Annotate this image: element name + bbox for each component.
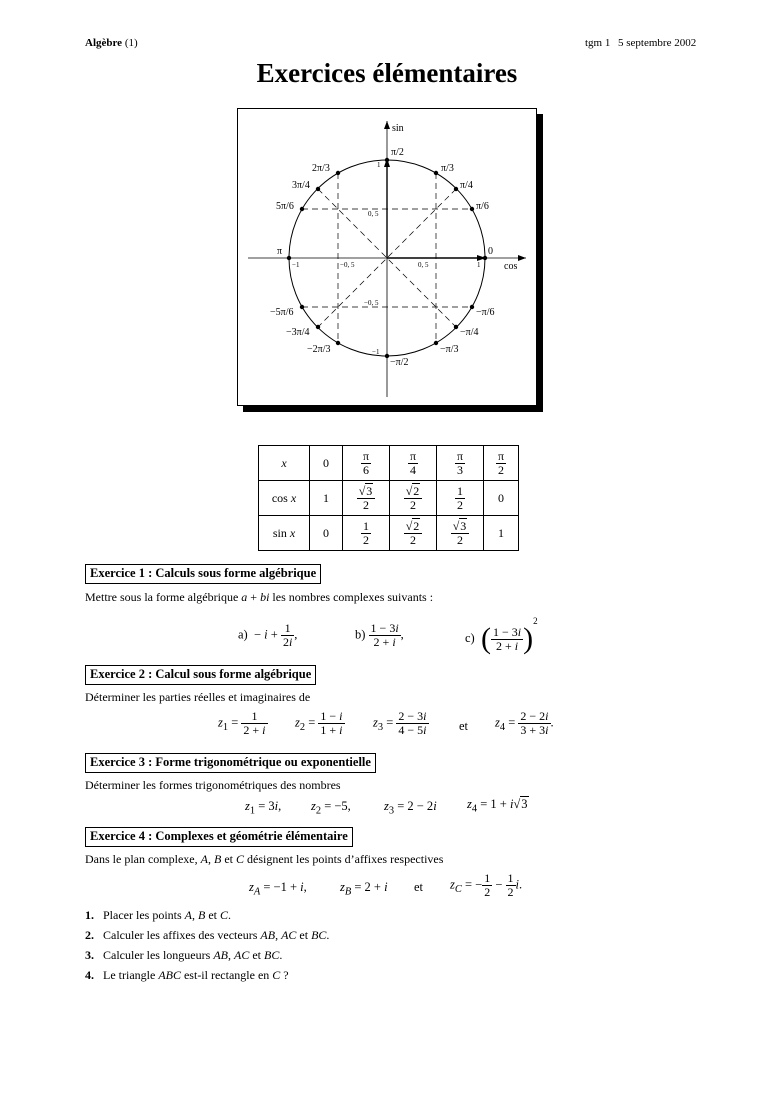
point-pi-3: [434, 171, 438, 175]
exercise-4-zb: $z_B = 2 + i$: [340, 880, 388, 898]
tick-y-minus-1: −1: [372, 348, 380, 356]
exercise-2-and: et: [459, 719, 469, 733]
table-cell: 0: [310, 516, 343, 551]
angle-label-m5pi-6: −5π/6: [270, 307, 294, 318]
tick-y-half: 0, 5: [368, 210, 379, 218]
axis-y-label: sin: [392, 123, 404, 134]
exercise-4-heading: Exercice 4 : Complexes et géométrie élémentaire: [85, 827, 353, 847]
tick-x-1: 1: [477, 261, 481, 269]
exercise-4-za: $z_A = -1 + i$,: [249, 880, 307, 898]
angle-label-2pi-3: 2π/3: [312, 163, 330, 174]
table-cell: $\frac{\pi}{3}$: [437, 446, 484, 481]
point-mpi-6: [470, 305, 474, 309]
point-m2pi-3: [336, 341, 340, 345]
angle-label-mpi-2: −π/2: [390, 357, 409, 368]
header-subject: Algèbre: [85, 37, 123, 49]
tick-x-minus-half: −0, 5: [340, 261, 355, 269]
page-title: Exercices élémentaires: [256, 58, 518, 88]
question-1: 1. Placer les points A, B et C.: [85, 908, 232, 922]
question-2: 2. Calculer les affixes des vecteurs AB, AC et BC.: [85, 928, 330, 942]
point-mpi-3: [434, 341, 438, 345]
table-cell: $\frac{1}{2}$: [343, 516, 390, 551]
point-0: [483, 256, 487, 260]
exercise-4-text: Dans le plan complexe, A, B et C désignent les points d’affixes respectives: [85, 852, 444, 866]
table-cell: $\frac{\pi}{6}$: [343, 446, 390, 481]
point-m5pi-6: [300, 305, 304, 309]
question-4: 4. Le triangle ABC est-il rectangle en C ?: [85, 968, 289, 982]
exercise-3-z1: $z_1 = 3i$,: [245, 799, 282, 817]
exercise-3-z2: $z_2 = -5$,: [311, 799, 351, 817]
header-subject-note: (1): [124, 37, 138, 49]
angle-label-pi-4: π/4: [460, 180, 473, 191]
exercise-1-item-a: a) − i + $\frac{1}{2i}$ ,: [238, 621, 298, 649]
exercise-3-z4: $z_4 = 1 + i√3$: [467, 797, 528, 815]
table-cell: $\frac{√2}{2}$: [390, 516, 437, 551]
header-date: 5 septembre 2002: [618, 37, 697, 49]
header-left: [85, 37, 138, 49]
exercise-2-z3: $z_3$ = $\frac{2 - 3i}{4 - 5i}$: [373, 709, 427, 737]
trig-values-table: [258, 445, 519, 551]
axis-x-label: cos: [504, 261, 518, 272]
header-class: tgm 1: [585, 37, 611, 49]
table-cell: $\frac{\pi}{2}$: [484, 446, 519, 481]
table-cell: sin x: [259, 516, 310, 551]
table-cell: $\frac{√2}{2}$: [390, 481, 437, 516]
angle-label-pi-3: π/3: [441, 163, 454, 174]
angle-label-0: 0: [488, 246, 493, 257]
point-pi-6: [470, 207, 474, 211]
table-cell: 0: [484, 481, 519, 516]
tick-y-minus-half: −0, 5: [364, 299, 379, 307]
table-row-sin: [259, 516, 519, 551]
exercise-2-z1: $z_1$ = $\frac{1}{2 + i}$: [218, 709, 266, 737]
table-cell: cos x: [259, 481, 310, 516]
exercise-4-and: et: [414, 880, 424, 894]
angle-label-pi-6: π/6: [476, 201, 489, 212]
table-row-x: [259, 446, 519, 481]
point-pi-2: [385, 158, 389, 162]
angle-label-3pi-4: 3π/4: [292, 180, 310, 191]
x-axis-arrow: [518, 255, 526, 261]
exercise-1-text: Mettre sous la forme algébrique a + bi les nombres complexes suivants :: [85, 590, 434, 604]
angle-label-pi-2: π/2: [391, 147, 404, 158]
tick-y-1: 1: [377, 161, 381, 169]
exercise-1-item-b: b) $\frac{1 - 3i}{2 + i}$ ,: [355, 621, 404, 649]
tick-x-half: 0, 5: [418, 261, 429, 269]
unit-circle-svg: [238, 109, 536, 405]
table-cell: 1: [484, 516, 519, 551]
exercise-3-heading: Exercice 3 : Forme trigonométrique ou exponentielle: [85, 753, 376, 773]
table-cell: x: [259, 446, 310, 481]
angle-label-mpi-3: −π/3: [440, 344, 459, 355]
tick-x-minus-1: −1: [292, 261, 300, 269]
exercise-2-text: Déterminer les parties réelles et imaginaires de: [85, 690, 311, 704]
point-m3pi-4: [316, 325, 320, 329]
angle-label-mpi-6: −π/6: [476, 307, 495, 318]
unit-circle-figure: [237, 108, 537, 406]
table-row-cos: [259, 481, 519, 516]
point-pi: [287, 256, 291, 260]
table-cell: $\frac{√3}{2}$: [437, 516, 484, 551]
point-pi-4: [454, 187, 458, 191]
exercise-2-z4: $z_4$ = $\frac{2 - 2i}{3 + 3i}$ .: [495, 709, 554, 737]
point-2pi-3: [336, 171, 340, 175]
point-3pi-4: [316, 187, 320, 191]
point-5pi-6: [300, 207, 304, 211]
point-mpi-4: [454, 325, 458, 329]
table-cell: $\frac{\pi}{4}$: [390, 446, 437, 481]
y-axis-arrow: [384, 121, 390, 129]
exercise-1-heading: Exercice 1 : Calculs sous forme algébrique: [85, 564, 321, 584]
table-cell: 1: [310, 481, 343, 516]
table-cell: $\frac{1}{2}$: [437, 481, 484, 516]
exercise-4-zc: $z_C$ = − $\frac{1}{2}$ − $\frac{1}{2}$ i.: [450, 871, 523, 899]
exercise-3-z3: $z_3 = 2 - 2i$: [384, 799, 437, 817]
point-mpi-2: [385, 354, 389, 358]
question-3: 3. Calculer les longueurs AB, AC et BC.: [85, 948, 283, 962]
exercise-2-heading: Exercice 2 : Calcul sous forme algébrique: [85, 665, 316, 685]
table-cell: $\frac{√3}{2}$: [343, 481, 390, 516]
angle-label-mpi-4: −π/4: [460, 327, 479, 338]
angle-label-m3pi-4: −3π/4: [286, 327, 310, 338]
exercise-1-item-c: c) ( $\frac{1 - 3i}{2 + i}$ )$^2$: [465, 616, 538, 656]
exercise-3-text: Déterminer les formes trigonométriques des nombres: [85, 778, 341, 792]
table-cell: 0: [310, 446, 343, 481]
angle-label-pi: π: [277, 246, 283, 257]
angle-label-m2pi-3: −2π/3: [307, 344, 331, 355]
exercise-2-z2: $z_2$ = $\frac{1 - i}{1 + i}$: [295, 709, 343, 737]
angle-label-5pi-6: 5π/6: [276, 201, 294, 212]
